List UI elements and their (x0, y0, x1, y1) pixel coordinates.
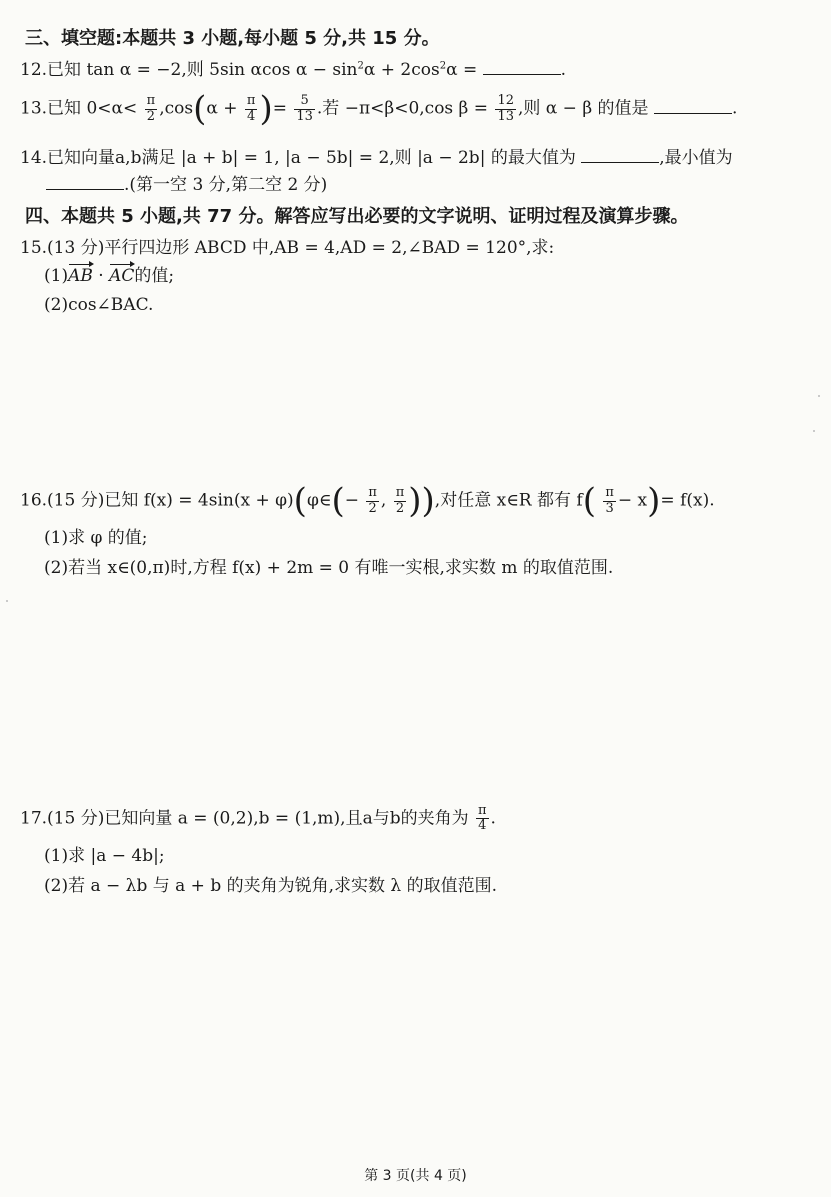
question-16-part-2: (2)若当 x∈(0,π)时,方程 f(x) + 2m = 0 有唯一实根,求实数 m 的取值范围. (44, 558, 614, 578)
vector-ac: AC (109, 266, 135, 286)
question-15-stem: 15.(13 分)平行四边形 ABCD 中,AB = 4,AD = 2,∠BAD = 120°,求: (20, 238, 555, 258)
question-14-line-2: .(第一空 3 分,第二空 2 分) (46, 175, 327, 194)
page-footer: 第 3 页(共 4 页) (364, 1168, 467, 1184)
question-16-part-1: (1)求 φ 的值; (44, 528, 148, 548)
fraction-pi-over-2: $\frac{\pi}{2}$ (146, 93, 156, 124)
fraction-pi-over-4: $\frac{\pi}{4}$ (246, 93, 256, 124)
question-15-part-1: (1)AB · AC的值; (44, 266, 175, 286)
section-answer-title: 四、本题共 5 小题,共 77 分。解答应写出必要的文字说明、证明过程及演算步骤。 (25, 206, 689, 227)
section-fill-in-title: 三、填空题:本题共 3 小题,每小题 5 分,共 15 分。 (25, 28, 440, 49)
answer-blank (483, 60, 561, 75)
answer-blank-min (46, 175, 124, 190)
scan-speck (818, 395, 820, 397)
fraction-12-over-13: $\frac{12}{13}$ (497, 93, 514, 124)
scan-speck (813, 430, 815, 432)
question-15-part-2: (2)cos∠BAC. (44, 295, 154, 315)
question-17-part-2: (2)若 a − λb 与 a + b 的夹角为锐角,求实数 λ 的取值范围. (44, 876, 497, 896)
fraction-5-over-13: $\frac{5}{13}$ (296, 93, 313, 124)
vector-ab: AB (68, 266, 93, 286)
question-17-part-1: (1)求 |a − 4b|; (44, 846, 165, 866)
question-13: 13.已知 0<α< $\frac{\pi}{2}$ ,cos(α + $\frac{\pi}{4}$ )= $\frac{5}{13}$ .若 −π<β<0,cos β = $\frac{12}{13}$ ,则 α − β 的值是 . (20, 89, 738, 129)
answer-blank-max (581, 148, 659, 163)
fraction-pi-over-2: $\frac{\pi}{2}$ (368, 485, 377, 516)
answer-blank (654, 99, 732, 114)
fraction-pi-over-3: $\frac{\pi}{3}$ (605, 485, 614, 516)
fraction-pi-over-4: $\frac{\pi}{4}$ (478, 803, 487, 834)
question-17-stem: 17.(15 分)已知向量 a = (0,2),b = (1,m),且a与b的夹角为 $\frac{\pi}{4}$ . (20, 803, 496, 834)
fraction-pi-over-2: $\frac{\pi}{2}$ (395, 485, 405, 516)
question-16-stem: 16.(15 分)已知 f(x) = 4sin(x + φ)(φ∈(− $\frac{\pi}{2}$ , $\frac{\pi}{2}$ )),对任意 x∈R 都有 f( $\frac{\pi}{3}$ − x)= f(x). (20, 481, 715, 521)
question-12: 12.已知 tan α = −2,则 5sin αcos $\alpha - \sin^2\alpha + 2\cos^2\alpha$ = . (20, 60, 567, 80)
scan-speck (6, 600, 8, 602)
question-14-line-1: 14.已知向量a,b满足 |a + b| = 1, |a − 5b| = 2,则 |a − 2b| 的最大值为 ,最小值为 (20, 148, 733, 168)
